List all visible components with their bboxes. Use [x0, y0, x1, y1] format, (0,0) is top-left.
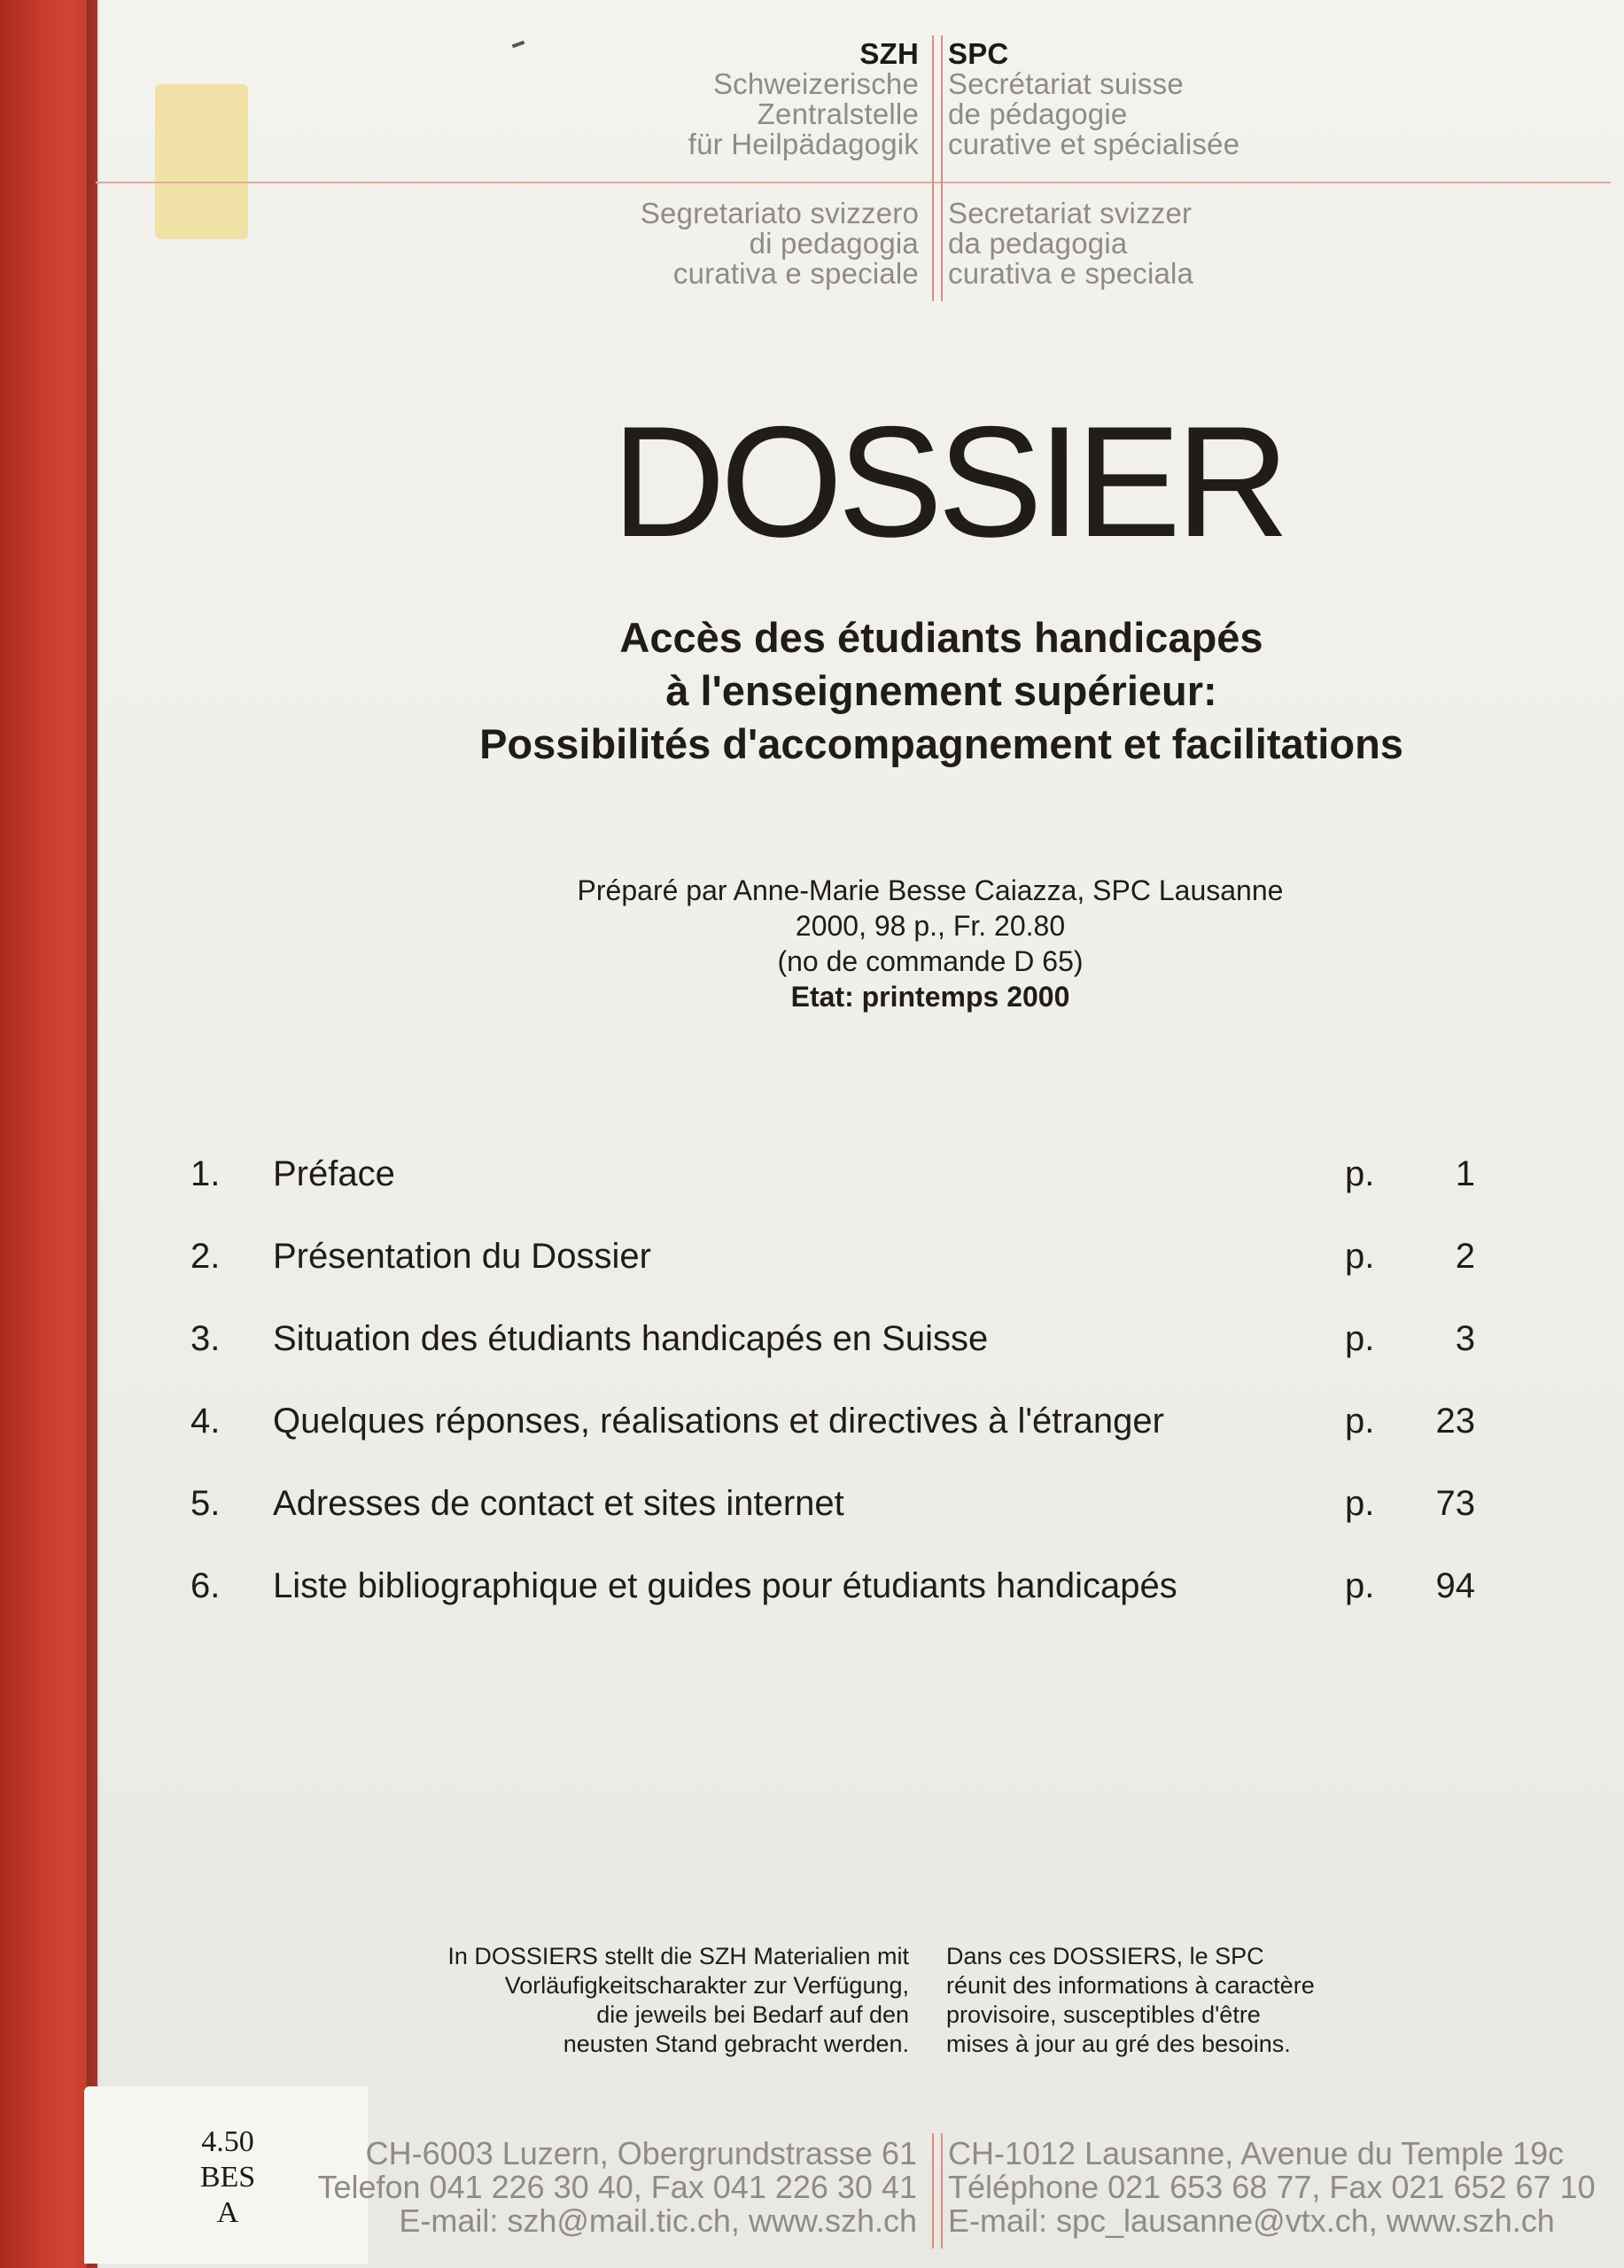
toc-row	[190, 1154, 1475, 1237]
romansh-line-3: curativa e speciala	[948, 257, 1194, 290]
italian-line-2: di pedagogia	[749, 227, 919, 260]
french-line-3: curative et spécialisée	[948, 128, 1240, 160]
german-line-2: Zentralstelle	[757, 97, 919, 130]
toc-page-prefix: p.	[1345, 1566, 1375, 1605]
lausanne-street: CH-1012 Lausanne, Avenue du Temple 19c	[948, 2135, 1565, 2171]
header-vertical-divider	[932, 35, 943, 301]
toc-page-number: 94	[1435, 1566, 1475, 1605]
romansh-line-2: da pedagogia	[948, 227, 1128, 260]
subtitle-line-2: à l'enseignement supérieur:	[665, 667, 1217, 714]
header-romansh-block	[948, 198, 1193, 289]
french-line-2: de pédagogie	[948, 97, 1128, 130]
toc-page-prefix: p.	[1345, 1484, 1375, 1523]
header-french-block	[948, 39, 1239, 159]
toc-title: Préface	[273, 1154, 395, 1193]
toc-page-prefix: p.	[1345, 1319, 1375, 1358]
toc-number: 1.	[190, 1154, 221, 1193]
document-meta	[443, 873, 1418, 1014]
luzern-street: CH-6003 Luzern, Obergrundstrasse 61	[365, 2135, 917, 2171]
lausanne-phone: Téléphone 021 653 68 77, Fax 021 652 67 10	[948, 2169, 1596, 2205]
spc-abbreviation: SPC	[948, 37, 1009, 70]
german-note-line-1: In DOSSIERS stellt die SZH Materialien mit	[447, 1943, 909, 1969]
luzern-email: E-mail: szh@mail.tic.ch, www.szh.ch	[399, 2202, 917, 2239]
toc-row	[190, 1237, 1475, 1319]
french-note-line-4: mises à jour au gré des besoins.	[946, 2031, 1291, 2057]
toc-row	[190, 1319, 1475, 1402]
document-title: DOSSIER	[611, 393, 1285, 570]
toc-page-number: 1	[1455, 1154, 1475, 1193]
luzern-phone: Telefon 041 226 30 40, Fax 041 226 30 41	[317, 2169, 917, 2205]
french-line-1: Secrétariat suisse	[948, 67, 1184, 100]
edition-state: Etat: printemps 2000	[790, 981, 1070, 1013]
publication-details: 2000, 98 p., Fr. 20.80	[795, 910, 1066, 942]
red-binding-spine	[0, 0, 97, 2268]
yellow-tape-mark	[155, 84, 248, 239]
toc-page-number: 23	[1435, 1402, 1475, 1441]
italian-line-1: Segretariato svizzero	[640, 197, 919, 229]
document-page	[96, 0, 1624, 2268]
luzern-address	[317, 2137, 917, 2238]
german-line-1: Schweizerische	[712, 67, 919, 100]
order-number: (no de commande D 65)	[777, 945, 1084, 977]
library-call-number	[188, 2124, 268, 2231]
toc-number: 5.	[190, 1484, 221, 1523]
toc-page-number: 3	[1455, 1319, 1475, 1358]
toc-number: 4.	[190, 1402, 221, 1441]
subtitle-line-3: Possibilités d'accompagnement et facilitations	[479, 720, 1403, 767]
prepared-by: Préparé par Anne-Marie Besse Caiazza, SPC Lausanne	[577, 874, 1284, 906]
german-note-line-3: die jeweils bei Bedarf auf den	[596, 2001, 909, 2028]
german-note	[447, 1942, 909, 2059]
subtitle-line-1: Accès des étudiants handicapés	[619, 614, 1263, 661]
toc-number: 2.	[190, 1237, 221, 1276]
toc-row	[190, 1566, 1475, 1649]
toc-title: Adresses de contact et sites internet	[273, 1484, 844, 1523]
lausanne-email: E-mail: spc_lausanne@vtx.ch, www.szh.ch	[948, 2202, 1555, 2239]
toc-row	[190, 1402, 1475, 1484]
call-number-line-2: BES	[199, 2161, 256, 2194]
header-german-block	[688, 39, 919, 159]
german-note-line-4: neusten Stand gebracht werden.	[563, 2031, 909, 2057]
toc-title: Liste bibliographique et guides pour étudiants handicapés	[273, 1566, 1177, 1605]
call-number-line-1: 4.50	[201, 2125, 254, 2158]
table-of-contents	[190, 1154, 1475, 1649]
toc-title: Situation des étudiants handicapés en Suisse	[273, 1319, 989, 1358]
toc-page-prefix: p.	[1345, 1154, 1375, 1193]
romansh-line-1: Secretariat svizzer	[948, 197, 1193, 229]
toc-page-prefix: p.	[1345, 1402, 1375, 1441]
french-note-line-2: réunit des informations à caractère	[946, 1972, 1315, 1999]
toc-title: Quelques réponses, réalisations et directives à l'étranger	[273, 1402, 1164, 1441]
lausanne-address	[948, 2137, 1596, 2238]
toc-page-number: 73	[1435, 1484, 1475, 1523]
italian-line-3: curativa e speciale	[672, 257, 919, 290]
header-italian-block	[641, 198, 919, 289]
footer-vertical-divider	[932, 2133, 943, 2249]
french-note	[946, 1942, 1315, 2059]
toc-title: Présentation du Dossier	[273, 1237, 651, 1276]
toc-page-number: 2	[1455, 1237, 1475, 1276]
szh-abbreviation: SZH	[859, 37, 919, 70]
french-note-line-1: Dans ces DOSSIERS, le SPC	[946, 1943, 1264, 1969]
toc-row	[190, 1484, 1475, 1566]
spine-shadow	[87, 0, 101, 2268]
german-note-line-2: Vorläufigkeitscharakter zur Verfügung,	[504, 1972, 909, 1999]
toc-page-prefix: p.	[1345, 1237, 1375, 1276]
toc-number: 3.	[190, 1319, 221, 1358]
header-divider-line	[96, 182, 1611, 183]
german-line-3: für Heilpädagogik	[688, 128, 919, 160]
call-number-line-3: A	[216, 2196, 239, 2229]
toc-number: 6.	[190, 1566, 221, 1605]
document-subtitle	[266, 611, 1617, 771]
french-note-line-3: provisoire, susceptibles d'être	[946, 2001, 1261, 2028]
